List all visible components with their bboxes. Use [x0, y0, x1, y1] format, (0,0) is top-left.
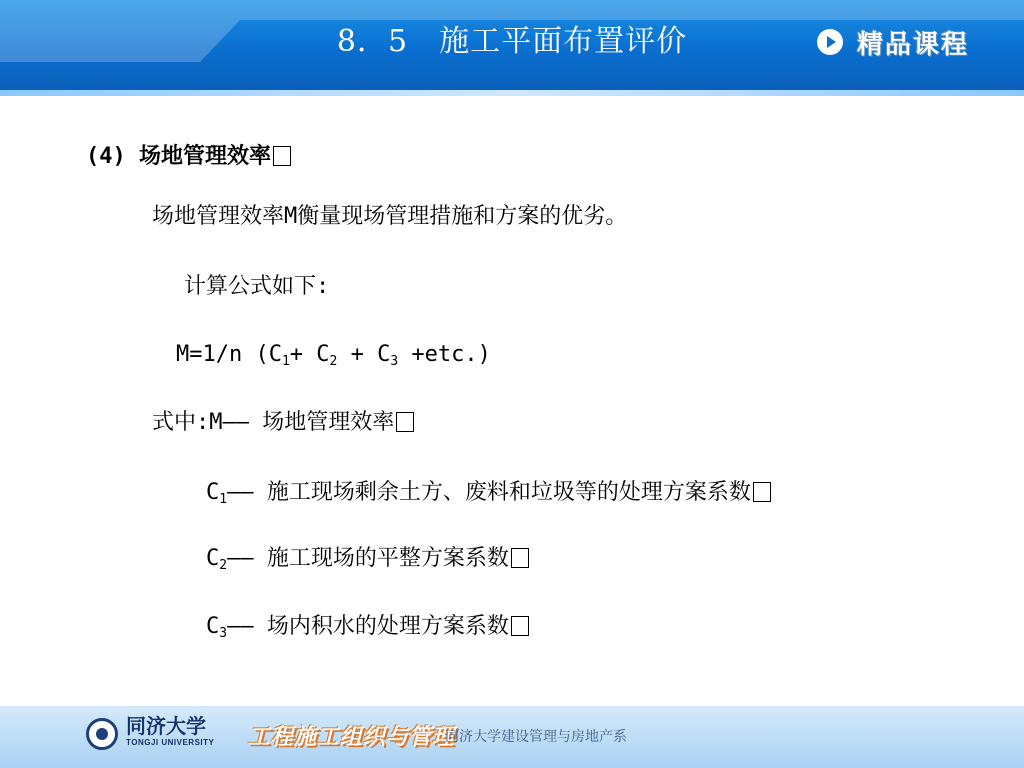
c1-subscript: 1: [219, 492, 228, 507]
placeholder-box-icon: [753, 482, 771, 502]
c1-variable: C: [206, 480, 220, 505]
section-heading-text: (4) 场地管理效率: [86, 144, 271, 169]
c2-variable: C: [206, 546, 220, 571]
slide-footer: [0, 700, 1024, 768]
formula-mid-2: + C: [337, 342, 391, 367]
footer-divider: [0, 700, 1024, 706]
definition-c3: [206, 612, 529, 642]
course-banner: 工程施工组织与管理: [248, 725, 456, 750]
definition-c2: [206, 544, 529, 574]
slide-title: 8．5 施工平面布置评价: [336, 24, 688, 59]
university-logo-subtext: TONGJI UNIVERSITY: [126, 738, 215, 747]
c3-variable: C: [206, 614, 220, 639]
formula-intro: 计算公式如下:: [184, 274, 330, 299]
brand-label: 精品课程: [856, 29, 969, 60]
intro-text: 场地管理效率M衡量现场管理措施和方案的优劣。: [152, 204, 628, 229]
formula-mid-1: + C: [289, 342, 330, 367]
formula: [176, 340, 491, 370]
play-icon: [817, 29, 843, 55]
c3-text: —— 场内积水的处理方案系数: [227, 614, 509, 639]
c2-subscript: 2: [219, 558, 228, 573]
department-text: 同济大学建设管理与房地产系: [445, 729, 627, 745]
formula-suffix: +etc.): [398, 342, 491, 367]
formula-prefix: M=1/n (C: [176, 342, 282, 367]
slide-header: [0, 0, 1024, 90]
section-heading: [86, 142, 291, 172]
c3-subscript: 3: [219, 626, 228, 641]
brand-badge: [817, 25, 969, 59]
university-logo-text: 同济大学: [126, 714, 206, 738]
placeholder-box-icon: [273, 146, 291, 166]
placeholder-box-icon: [511, 548, 529, 568]
formula-sub-1: 1: [281, 354, 290, 369]
university-seal-icon: [86, 718, 118, 750]
definition-m: [152, 408, 414, 438]
formula-sub-2: 2: [329, 354, 338, 369]
slide-content: [0, 96, 1024, 696]
formula-sub-3: 3: [390, 354, 399, 369]
c1-text: —— 施工现场剩余土方、废料和垃圾等的处理方案系数: [227, 480, 751, 505]
c2-text: —— 施工现场的平整方案系数: [227, 546, 509, 571]
placeholder-box-icon: [511, 616, 529, 636]
definition-m-text: 式中:M—— 场地管理效率: [152, 410, 395, 435]
definition-c1: [206, 478, 771, 508]
placeholder-box-icon: [396, 412, 414, 432]
